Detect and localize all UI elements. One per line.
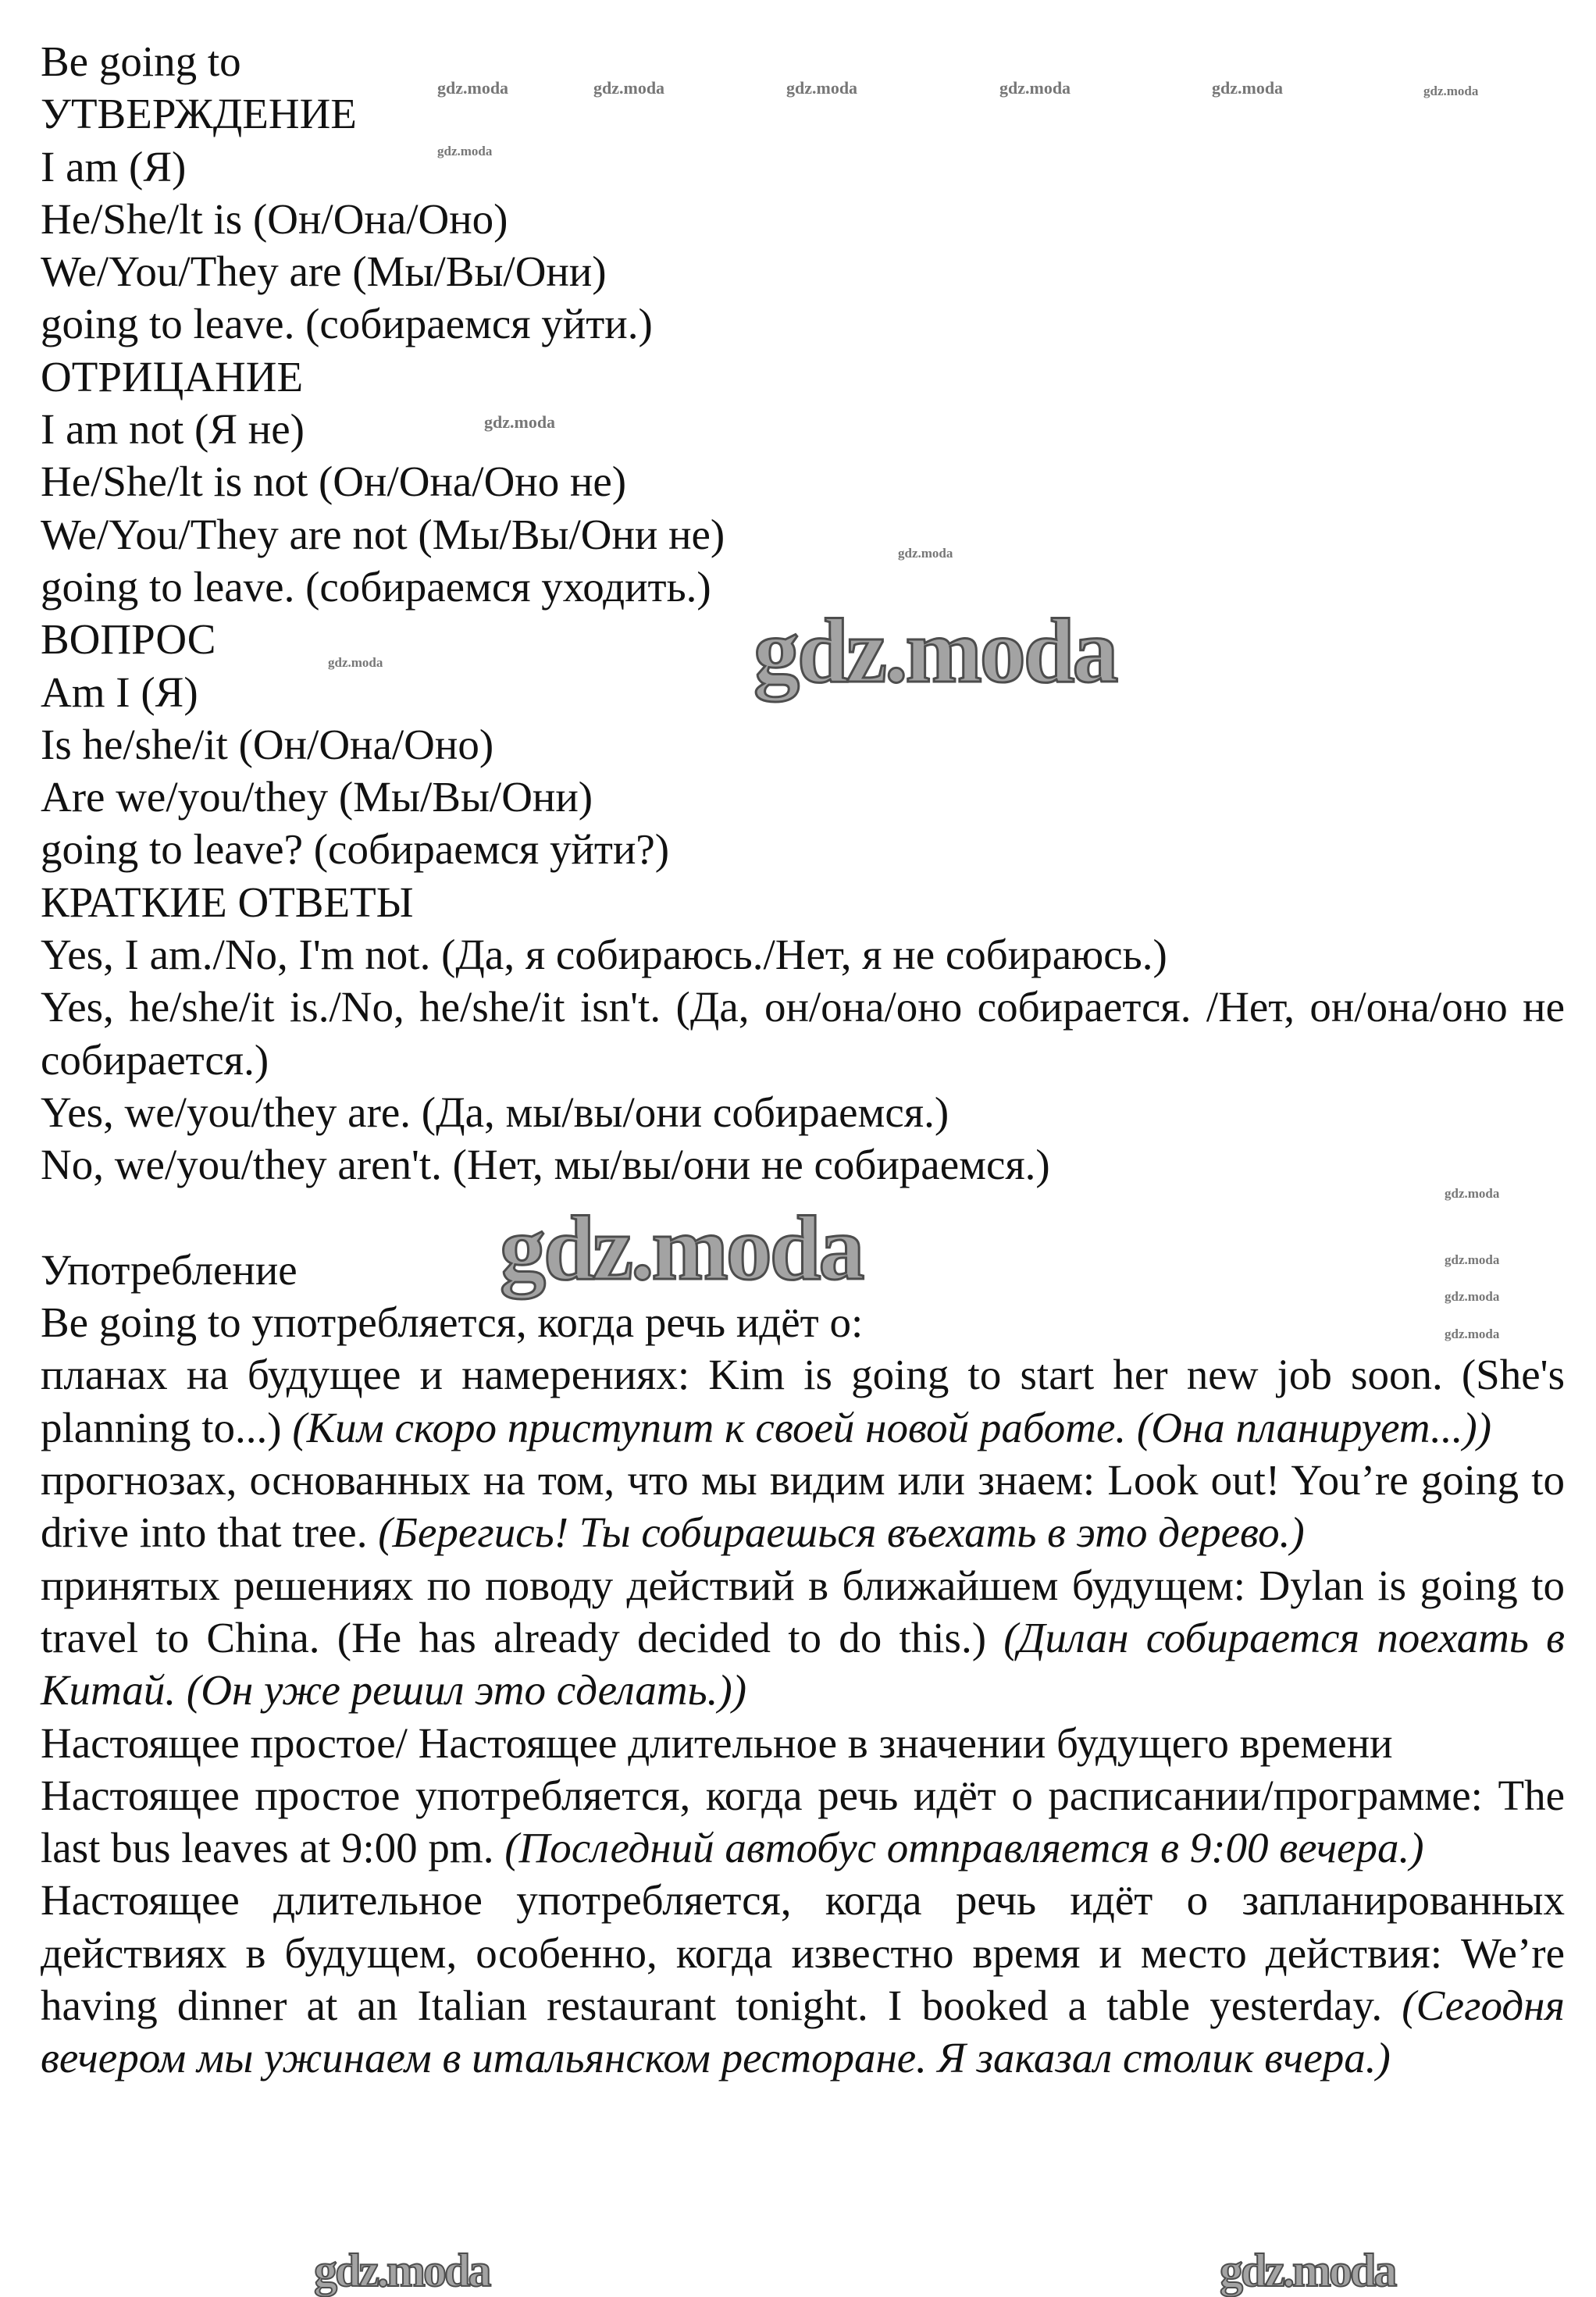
affirmative-line: We/You/They are (Мы/Вы/Они) xyxy=(41,248,607,296)
present-item-translation: (Сегодня вечером мы ужинаем в итальянском ресторане. Я заказал столик вчера.) xyxy=(41,1981,1565,2082)
watermark: gdz.moda xyxy=(1445,1186,1500,1201)
usage-item-translation: (Дилан собирается поехать в Китай. (Он уже решил это сделать.)) xyxy=(41,1613,1565,1715)
watermark: gdz.moda xyxy=(786,78,858,98)
present-item-translation: (Последний автобус отправляется в 9:00 вечера.) xyxy=(504,1824,1424,1872)
watermark: gdz.moda xyxy=(1445,1327,1500,1341)
watermark: gdz.moda xyxy=(1445,1289,1500,1304)
question-heading: ВОПРОС xyxy=(41,615,216,664)
watermark: gdz.moda xyxy=(1220,2245,1395,2296)
affirmative-heading: УТВЕРЖДЕНИЕ xyxy=(41,90,357,138)
document-page xyxy=(41,35,1565,2085)
watermark: gdz.moda xyxy=(1212,78,1284,98)
affirmative-line: going to leave. (собираемся уйти.) xyxy=(41,300,653,348)
watermark: gdz.moda xyxy=(314,2245,490,2296)
watermark: gdz.moda xyxy=(753,600,1117,702)
present-item-text: Настоящее длительное употребляется, когда речь идёт о запланированных действиях в будущем, особенно, когда известно время и место действия: We’re having dinner at an Italian restaurant tonight. I booked a table yesterday. xyxy=(41,1876,1565,2029)
watermark: gdz.moda xyxy=(328,655,383,670)
negative-heading: ОТРИЦАНИЕ xyxy=(41,352,304,401)
negative-line: He/She/lt is not (Он/Она/Оно не) xyxy=(41,458,627,506)
usage-item-text: прогнозах, основанных на том, что мы видим или знаем: Look out! You’re going to drive into that tree. xyxy=(41,1456,1565,1557)
usage-intro: Be going to употребляется, когда речь идёт о: xyxy=(41,1298,864,1347)
question-line: going to leave? (собираемся уйти?) xyxy=(41,825,670,874)
usage-item xyxy=(41,1348,1565,1454)
negative-line: going to leave. (собираемся уходить.) xyxy=(41,562,711,611)
usage-item-translation: (Берегись! Ты собираешься въехать в это дерево.) xyxy=(378,1508,1305,1557)
question-line: Is he/she/it (Он/Она/Оно) xyxy=(41,720,494,768)
usage-item xyxy=(41,1559,1565,1717)
negative-line: I am not (Я не) xyxy=(41,405,305,454)
watermark: gdz.moda xyxy=(437,144,493,158)
title: Be going to xyxy=(41,37,241,85)
watermark: gdz.moda xyxy=(999,78,1071,98)
watermark: gdz.moda xyxy=(1423,84,1479,98)
present-item xyxy=(41,1769,1565,1875)
present-heading: Настоящее простое/ Настоящее длительное в значении будущего времени xyxy=(41,1718,1393,1767)
watermark: gdz.moda xyxy=(593,78,665,98)
usage-item-text: принятых решениях по поводу действий в ближайшем будущем: Dylan is going to travel to China. (He has already decided to do this.) xyxy=(41,1561,1565,1661)
affirmative-line: He/She/lt is (Он/Она/Оно) xyxy=(41,194,508,243)
affirmative-line: I am (Я) xyxy=(41,142,187,191)
present-item xyxy=(41,1874,1565,2084)
short-answer-line: Yes, I am./No, I'm not. (Да, я собираюсь./Нет, я не собираюсь.) xyxy=(41,931,1167,979)
usage-item xyxy=(41,1454,1565,1559)
present-item-text: Настоящее простое употребляется, когда речь идёт о расписании/программе: The last bus leaves at 9:00 pm. xyxy=(41,1771,1565,1872)
short-answers-heading: КРАТКИЕ ОТВЕТЫ xyxy=(41,878,414,926)
watermark: gdz.moda xyxy=(484,412,556,432)
watermark: gdz.moda xyxy=(500,1197,863,1299)
short-answer-line: Yes, he/she/it is./No, he/she/it isn't. (Да, он/она/оно собирается. /Нет, он/она/оно не собирается.) xyxy=(41,983,1565,1084)
usage-item-text: планах на будущее и намерениях: Kim is going to start her new job soon. (She's planning to...) xyxy=(41,1351,1565,1451)
watermark: gdz.moda xyxy=(1445,1252,1500,1267)
question-line: Am I (Я) xyxy=(41,668,198,716)
watermark: gdz.moda xyxy=(898,546,953,561)
short-answer-line: Yes, we/you/they are. (Да, мы/вы/они собираемся.) xyxy=(41,1088,949,1136)
usage-heading: Употребление xyxy=(41,1245,297,1294)
short-answer-line: No, we/you/they aren't. (Нет, мы/вы/они не собираемся.) xyxy=(41,1141,1050,1189)
watermark: gdz.moda xyxy=(437,78,509,98)
usage-item-translation: (Ким скоро приступит к своей новой работе. (Она планирует...)) xyxy=(292,1403,1492,1451)
question-line: Are we/you/they (Мы/Вы/Они) xyxy=(41,773,593,821)
negative-line: We/You/They are not (Мы/Вы/Они не) xyxy=(41,510,725,558)
